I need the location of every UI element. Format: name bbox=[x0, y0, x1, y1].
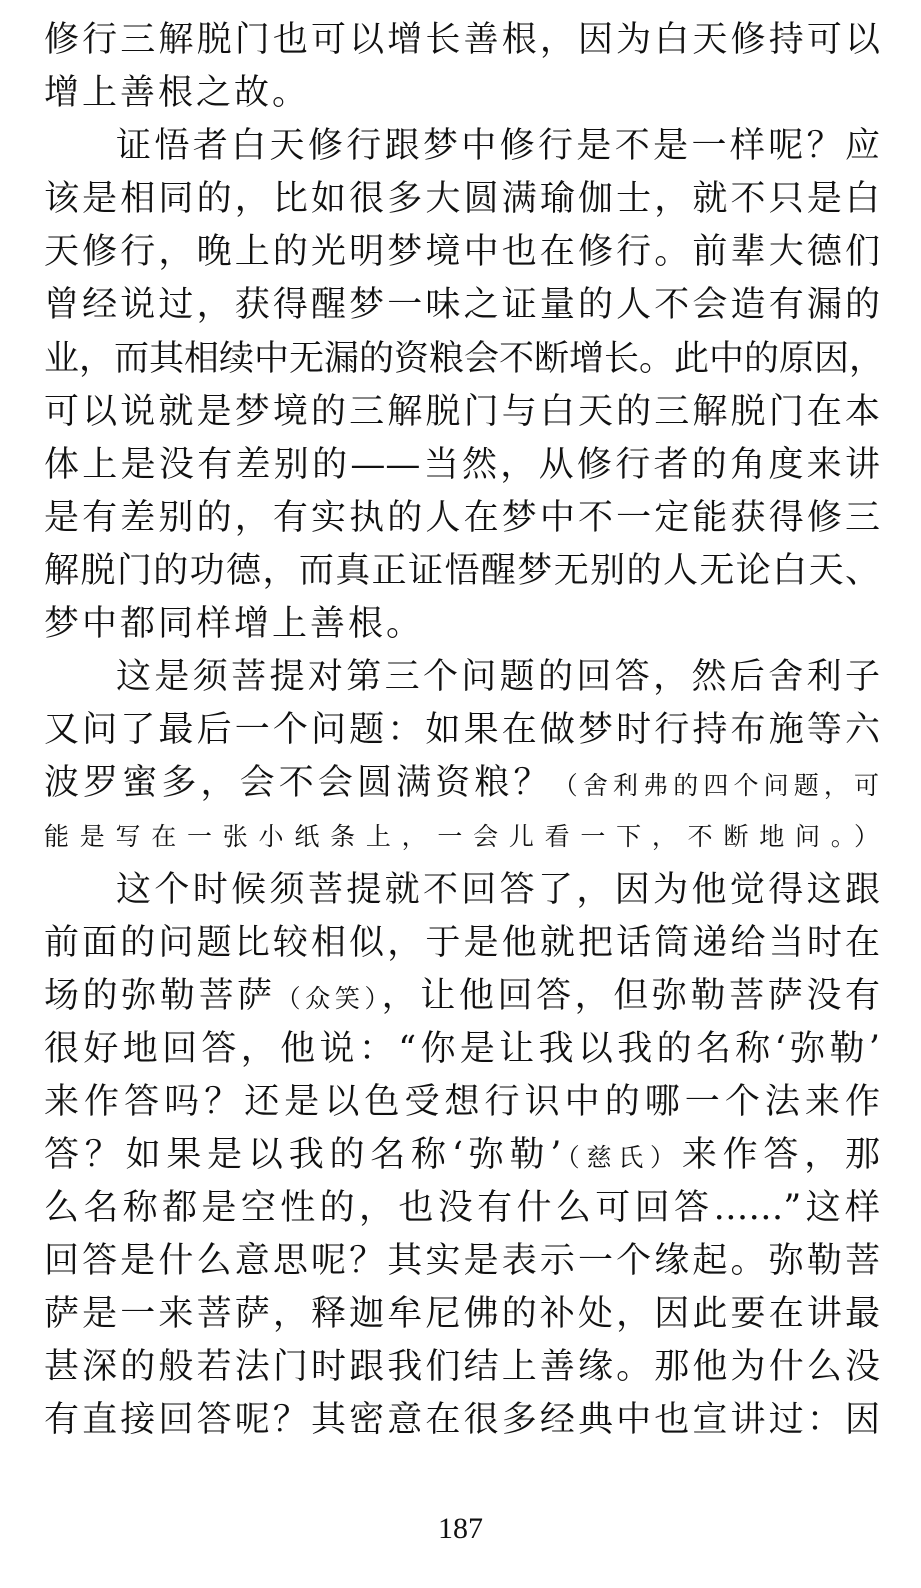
text-line: 该是相同的，比如很多大圆满瑜伽士，就不只是白 bbox=[44, 179, 880, 220]
text-line: 增上善根之故。 bbox=[44, 73, 311, 114]
text-line bbox=[44, 970, 880, 1023]
text-line: 梦中都同样增上善根。 bbox=[44, 604, 425, 645]
text-line: 体上是没有差别的——当然，从修行者的角度来讲 bbox=[44, 444, 880, 485]
text-line: 来作答吗？还是以色受想行识中的哪一个法来作 bbox=[44, 1081, 880, 1122]
body-text bbox=[44, 14, 885, 1448]
text-line: 解脱门的功德，而真正证悟醒梦无别的人无论白天、 bbox=[44, 550, 880, 591]
text-line: 这是须菩提对第三个问题的回答，然后舍利子 bbox=[116, 657, 880, 698]
text-segment: 波罗蜜多，会不会圆满资粮？ bbox=[44, 763, 553, 804]
text-line: 有直接回答呢？其密意在很多经典中也宣讲过：因 bbox=[44, 1400, 880, 1441]
text-line: 又问了最后一个问题：如果在做梦时行持布施等六 bbox=[44, 710, 880, 751]
text-line: 可以说就是梦境的三解脱门与白天的三解脱门在本 bbox=[44, 391, 880, 432]
text-line: 么名称都是空性的，也没有什么可回答……”这样 bbox=[44, 1188, 880, 1229]
text-line: 萨是一来菩萨，释迦牟尼佛的补处，因此要在讲最 bbox=[44, 1294, 880, 1335]
inline-note: （众笑） bbox=[275, 983, 382, 1013]
page-number: 187 bbox=[438, 1512, 483, 1545]
text-segment: 来作答，那 bbox=[681, 1134, 880, 1175]
text-segment: ，让他回答，但弥勒菩萨没有 bbox=[381, 975, 880, 1016]
text-line: 修行三解脱门也可以增长善根，因为白天修持可以 bbox=[44, 20, 880, 60]
text-line: 回答是什么意思呢？其实是表示一个缘起。弥勒菩 bbox=[44, 1241, 880, 1282]
text-line: 甚深的般若法门时跟我们结上善缘。那他为什么没 bbox=[44, 1347, 880, 1388]
text-line: 曾经说过，获得醒梦一味之证量的人不会造有漏的 bbox=[44, 285, 880, 326]
text-line: 天修行，晚上的光明梦境中也在修行。前辈大德们 bbox=[44, 232, 880, 273]
text-line: 这个时候须菩提就不回答了，因为他觉得这跟 bbox=[116, 869, 880, 910]
text-line: 前面的问题比较相似，于是他就把话筒递给当时在 bbox=[44, 922, 880, 963]
text-line: 业，而其相续中无漏的资粮会不断增长。此中的原因， bbox=[44, 338, 885, 379]
text-line: 是有差别的，有实执的人在梦中不一定能获得修三 bbox=[44, 497, 880, 538]
text-line: 证悟者白天修行跟梦中修行是不是一样呢？应 bbox=[116, 126, 880, 167]
inline-note: （慈氏） bbox=[561, 1142, 682, 1172]
text-line: 能是写在一张小纸条上，一会儿看一下，不断地问。） bbox=[44, 822, 880, 852]
inline-note: （舍利弗的四个问题，可 bbox=[552, 771, 880, 801]
text-segment: 场的弥勒菩萨 bbox=[44, 975, 276, 1016]
text-line bbox=[44, 757, 880, 810]
text-line: 很好地回答，他说：“你是让我以我的名称‘弥勒’ bbox=[44, 1028, 880, 1069]
text-segment: 答？如果是以我的名称‘弥勒’ bbox=[44, 1134, 562, 1175]
text-line bbox=[44, 1129, 880, 1182]
